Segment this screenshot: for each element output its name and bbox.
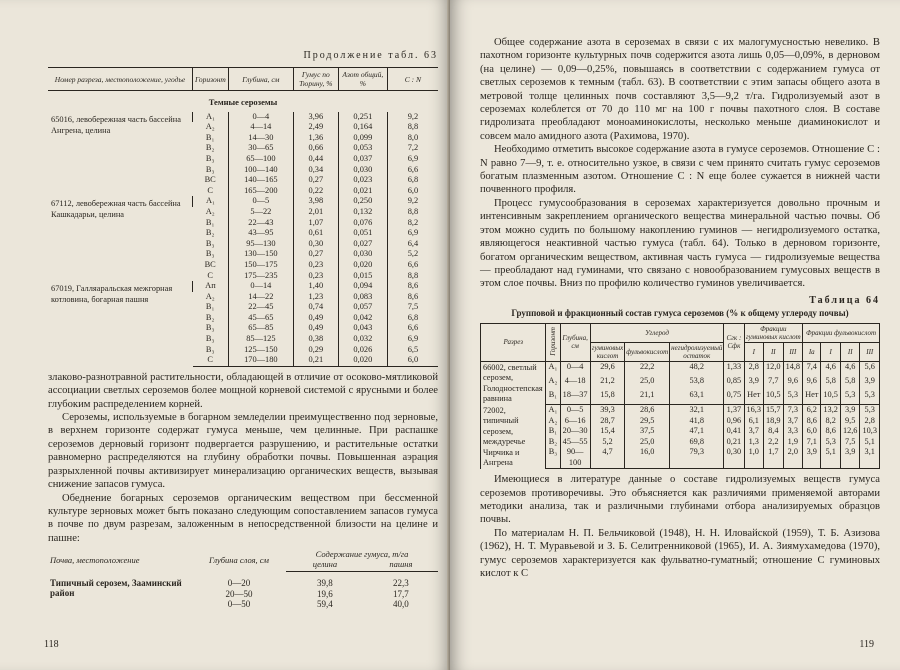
- table-cell: 2,0: [783, 447, 803, 469]
- small-cell: 39,8: [317, 578, 333, 589]
- table-cell: 8,0: [387, 133, 438, 144]
- table-cell: 6,6: [387, 260, 438, 271]
- t64-header-row-1: [481, 323, 880, 342]
- table-cell: 8,8: [387, 122, 438, 133]
- section-name: 72002, типичный серозем, междуречье Чирчика и Ангрена: [481, 405, 546, 469]
- table-cell: 0,076: [338, 218, 387, 229]
- table-cell: 0,051: [338, 228, 387, 239]
- table-cell: 0,053: [338, 143, 387, 154]
- table-cell: 14—30: [228, 133, 293, 144]
- table-cell: 0—5: [228, 196, 293, 207]
- table-cell: 41,8: [670, 416, 724, 427]
- table-cell: 165—200: [228, 186, 293, 197]
- small-cell: 0—50: [227, 599, 251, 610]
- col-header-cn: C : N: [387, 68, 438, 91]
- table-cell: 2,01: [293, 207, 338, 218]
- table-cell: C: [207, 270, 213, 280]
- col-header-depth: Глубина, см: [228, 68, 293, 91]
- table-cell: B₃: [205, 153, 215, 163]
- table-cell: 3,3: [783, 426, 803, 437]
- table-cell: 5,8: [840, 376, 860, 390]
- table-cell: 28,7: [590, 416, 625, 427]
- table-cell: B₁: [546, 390, 560, 405]
- table-cell: 3,9: [744, 376, 764, 390]
- table-cell: 0,74: [293, 302, 338, 313]
- section-title: Темные сероземы: [208, 97, 278, 107]
- table-cell: 0,020: [338, 260, 387, 271]
- table-cell: 8,8: [387, 207, 438, 218]
- table-cell: 3,98: [293, 196, 338, 207]
- small-col-arable: пашня: [364, 559, 438, 572]
- table-64-title: Групповой и фракционный состав гумуса сероземов (% к общему углероду почвы): [511, 307, 849, 318]
- table-cell: 8,6: [821, 426, 841, 437]
- table-cell: 8,6: [387, 281, 438, 292]
- table-cell: 21,1: [625, 390, 670, 405]
- table-cell: 170—180: [228, 355, 293, 366]
- table-cell: 8,6: [803, 416, 821, 427]
- table-cell: 0,30: [724, 447, 744, 469]
- t64-col-section: Разрез: [481, 323, 546, 361]
- small-table-row: [48, 572, 438, 589]
- table-cell: 90—100: [560, 447, 590, 469]
- table-cell: 3,9: [803, 447, 821, 469]
- table-cell: 28,6: [625, 405, 670, 416]
- table-header-row: [48, 68, 438, 91]
- table-cell: A₁: [546, 361, 560, 376]
- table-cell: 0,23: [293, 271, 338, 282]
- right-paragraph-2: Необходимо отметить высокое содержание азота в гумусе сероземов. Отношение C : N равно 7—9, т. е. относительно узкое, в связи с чем принято считать гумус сероземов богатым плазменным азотом. Отношение C : N еще более сужается в нижней части почвенного профиля.: [480, 144, 880, 196]
- page-number-left: 118: [44, 639, 59, 650]
- table-cell: 4,6: [840, 361, 860, 376]
- table-cell: A₂: [205, 206, 215, 216]
- table-cell: Нет: [803, 390, 821, 405]
- table-cell: 0,027: [338, 239, 387, 250]
- table-cell: 6,6: [387, 165, 438, 176]
- table-cell: 0—14: [228, 281, 293, 292]
- table-cell: 8,8: [387, 271, 438, 282]
- table-cell: 8,2: [387, 218, 438, 229]
- table-63: [48, 67, 438, 367]
- table-cell: 1,40: [293, 281, 338, 292]
- table-cell: 1,0: [744, 447, 764, 469]
- table-64: [480, 323, 880, 470]
- table-cell: 25,0: [625, 376, 670, 390]
- table-cell: 7,7: [764, 376, 784, 390]
- table-cell: 3,9: [840, 405, 860, 416]
- table-row: [48, 112, 438, 123]
- t64-col-frac-humic: Фракции гуминовых кислот: [745, 324, 801, 341]
- table-cell: 8,6: [387, 292, 438, 303]
- table-row: [481, 361, 880, 376]
- table-cell: 32,1: [670, 405, 724, 416]
- table-cell: 0,38: [293, 334, 338, 345]
- table-cell: 2,8: [744, 361, 764, 376]
- table-cell: 10,5: [764, 390, 784, 405]
- table-cell: 6,9: [387, 334, 438, 345]
- table-cell: 95—130: [228, 239, 293, 250]
- table-cell: 29,5: [625, 416, 670, 427]
- table-64-body: [481, 361, 880, 469]
- table-cell: 125—150: [228, 345, 293, 356]
- table-cell: 47,1: [670, 426, 724, 437]
- table-cell: B₃: [205, 249, 215, 259]
- table-cell: 7,1: [803, 437, 821, 448]
- table-cell: 8,4: [764, 426, 784, 437]
- table-cell: 43—95: [228, 228, 293, 239]
- table-cell: 0—4: [560, 361, 590, 376]
- table-cell: 2,49: [293, 122, 338, 133]
- table-cell: 0,29: [293, 345, 338, 356]
- table-cell: 0,042: [338, 313, 387, 324]
- small-table-header: [48, 549, 438, 559]
- table-cell: 0,96: [724, 416, 744, 427]
- table-cell: A₂: [546, 376, 560, 390]
- table-cell: 3,7: [744, 426, 764, 437]
- right-paragraph-3: Процесс гумусообразования в сероземах характеризуется довольно прочным и интенсивным закреплением органического вещества минеральной частью почвы. Об этом можно судить по большому накоплению гуминов — негидролизуемого остатка, являющегося неактивной частью гумуса (табл. 64). Только в дерновом горизонте, богатом органическим веществом, активная часть гумуса — гидролизуемые вещества — преобладают над гуминами, что связано с новообразованием гумусовых веществ в этом слое почвы. Вниз по профилю количество гуминов увеличивается.: [480, 197, 880, 290]
- table-cell: 5—22: [228, 207, 293, 218]
- t64-col-frac-fulvic: Фракции фульвокислот: [803, 323, 880, 342]
- table-cell: B₂: [205, 312, 215, 322]
- section-name: 67112, левобережная часть бассейна Кашкадарьи, целина: [51, 199, 181, 220]
- col-header-humus: Гумус по Тюрину, %: [293, 68, 338, 91]
- table-cell: 4,6: [821, 361, 841, 376]
- table-cell: 6,6: [387, 323, 438, 334]
- small-cell: 20—50: [225, 588, 253, 599]
- table-cell: 1,36: [293, 133, 338, 144]
- table-cell: 1,37: [724, 405, 744, 416]
- table-cell: 85—125: [228, 334, 293, 345]
- table-cell: 7,3: [783, 405, 803, 416]
- table-cell: 37,5: [625, 426, 670, 437]
- small-col-depth: Глубина слоя, см: [209, 555, 269, 566]
- table-cell: 0,026: [338, 345, 387, 356]
- table-cell: 30—65: [228, 143, 293, 154]
- table-cell: B₂: [205, 228, 215, 238]
- table-cell: 5,8: [821, 376, 841, 390]
- small-col-place: Почва, местоположение: [50, 555, 140, 566]
- small-cell: 19,6: [317, 588, 333, 599]
- table-cell: 45—55: [560, 437, 590, 448]
- table-cell: 100—140: [228, 165, 293, 176]
- table-cell: 9,6: [803, 376, 821, 390]
- table-cell: 5,3: [860, 390, 880, 405]
- table-cell: 4—18: [560, 376, 590, 390]
- t64-col-humic: гуминовых кислот: [591, 343, 624, 360]
- table-cell: 0,057: [338, 302, 387, 313]
- table-cell: 16,0: [625, 447, 670, 469]
- table-cell: 13,2: [821, 405, 841, 416]
- t64-col-ff-1: I: [821, 342, 841, 361]
- table-cell: 6—16: [560, 416, 590, 427]
- table-cell: 0,037: [338, 154, 387, 165]
- table-cell: 0,020: [338, 355, 387, 366]
- table-cell: B₁: [205, 217, 215, 227]
- right-page: [450, 0, 900, 670]
- table-64-caption: Таблица 64: [809, 294, 880, 306]
- table-cell: B₃: [546, 447, 560, 469]
- table-cell: 15,8: [590, 390, 625, 405]
- table-cell: 45—65: [228, 313, 293, 324]
- t64-col-nonhydr: негидролизуемый остаток: [671, 343, 723, 360]
- table-cell: 18—37: [560, 390, 590, 405]
- table-cell: B₂: [546, 437, 560, 448]
- table-cell: A₁: [193, 196, 229, 207]
- t64-col-ff-2: II: [840, 342, 860, 361]
- table-cell: 6,8: [387, 313, 438, 324]
- table-cell: 5,3: [840, 390, 860, 405]
- table-cell: 22,2: [625, 361, 670, 376]
- table-cell: 0,30: [293, 239, 338, 250]
- table-cell: B₃: [205, 323, 215, 333]
- table-cell: 69,8: [670, 437, 724, 448]
- table-cell: 0,132: [338, 207, 387, 218]
- table-cell: B₁: [546, 426, 560, 437]
- table-cell: 140—165: [228, 175, 293, 186]
- t64-col-horizon: Горизонт: [546, 323, 560, 361]
- table-cell: 2,8: [860, 416, 880, 427]
- t64-col-fh-3: III: [783, 342, 803, 361]
- table-cell: B₃: [205, 164, 215, 174]
- small-cell: 59,4: [317, 599, 333, 610]
- table-cell: 7,2: [387, 143, 438, 154]
- table-cell: 6,5: [387, 345, 438, 356]
- table-cell: 0,099: [338, 133, 387, 144]
- table-cell: 1,23: [293, 292, 338, 303]
- table-cell: 0,021: [338, 186, 387, 197]
- col-header-section: Номер разреза, местоположение, угодье: [48, 68, 193, 91]
- table-cell: BC: [204, 259, 216, 269]
- t64-col-carbon: Углерод: [590, 323, 724, 342]
- table-cell: A₂: [205, 122, 215, 132]
- table-cell: 0,21: [724, 437, 744, 448]
- table-cell: 21,2: [590, 376, 625, 390]
- t64-col-depth: Глубина, см: [560, 323, 590, 361]
- table-cell: 0,22: [293, 186, 338, 197]
- small-col-virgin: целина: [286, 559, 364, 572]
- table-cell: 0,23: [293, 260, 338, 271]
- table-cell: 65—85: [228, 323, 293, 334]
- table-cell: 5,3: [821, 437, 841, 448]
- table-cell: 6,0: [387, 186, 438, 197]
- table-cell: 1,07: [293, 218, 338, 229]
- table-cell: B₁: [205, 302, 215, 312]
- table-cell: 18,9: [764, 416, 784, 427]
- table-cell: 6,2: [803, 405, 821, 416]
- t64-col-ff-3: III: [860, 342, 880, 361]
- table-cell: A₁: [193, 112, 229, 123]
- table-63-body: [48, 91, 438, 367]
- table-cell: 7,5: [387, 302, 438, 313]
- table-cell: 0,043: [338, 323, 387, 334]
- table-cell: 3,9: [840, 447, 860, 469]
- table-row: [481, 405, 880, 416]
- table-cell: 22—45: [228, 302, 293, 313]
- col-header-horizon: Горизонт: [193, 68, 229, 91]
- table-cell: 0,34: [293, 165, 338, 176]
- table-cell: 15,7: [764, 405, 784, 416]
- section-row: [48, 91, 438, 112]
- section-name: 65016, левобережная часть бассейна Ангрена, целина: [51, 114, 181, 135]
- table-cell: 0,27: [293, 175, 338, 186]
- table-cell: 15,4: [590, 426, 625, 437]
- table-cell: 7,4: [803, 361, 821, 376]
- table-cell: 4—14: [228, 122, 293, 133]
- table-cell: 9,5: [840, 416, 860, 427]
- table-cell: 6,1: [744, 416, 764, 427]
- section-name: 67019, Галляаральская межгорная котловина, богарная пашня: [51, 284, 173, 305]
- small-col-humus: Содержание гумуса, т/га: [315, 549, 409, 560]
- table-cell: 5,2: [387, 249, 438, 260]
- table-cell: 0,023: [338, 175, 387, 186]
- table-cell: 0,030: [338, 165, 387, 176]
- table-cell: 150—175: [228, 260, 293, 271]
- table-cell: 39,3: [590, 405, 625, 416]
- small-cell: 17,7: [393, 588, 409, 599]
- table-cell: 1,7: [764, 447, 784, 469]
- table-cell: B₃: [205, 344, 215, 354]
- table-cell: 65—100: [228, 154, 293, 165]
- table-cell: 5,1: [860, 437, 880, 448]
- table-cell: 63,1: [670, 390, 724, 405]
- table-cell: 6,4: [387, 239, 438, 250]
- left-paragraph-3: Обеднение богарных сероземов органическим веществом при бессменной культуре зерновых может быть показано следующим сопоставлением запасов гумуса в почве по двум разрезам, заложенным в непосредственной близости на целине и пашне:: [48, 492, 438, 544]
- table-cell: 0,61: [293, 228, 338, 239]
- small-cell: 22,3: [393, 578, 409, 589]
- table-cell: 130—150: [228, 249, 293, 260]
- t64-col-ratio: Cгк : Cфк: [724, 323, 744, 361]
- table-cell: 0—5: [560, 405, 590, 416]
- table-cell: 3,9: [860, 376, 880, 390]
- table-cell: C: [193, 355, 229, 366]
- table-cell: 0,251: [338, 112, 387, 123]
- humus-stock-table: [48, 549, 438, 610]
- table-cell: B₃: [205, 238, 215, 248]
- table-cell: C: [207, 185, 213, 195]
- table-cell: 0,015: [338, 271, 387, 282]
- table-cell: 7,5: [840, 437, 860, 448]
- table-continuation-title: Продолжение табл. 63: [303, 50, 438, 61]
- table-cell: 6,0: [387, 355, 438, 366]
- table-cell: 12,0: [764, 361, 784, 376]
- table-cell: 8,2: [821, 416, 841, 427]
- table-cell: 0,083: [338, 292, 387, 303]
- table-cell: 0,49: [293, 313, 338, 324]
- table-cell: 1,33: [724, 361, 744, 376]
- table-cell: B₂: [205, 143, 215, 153]
- table-row: [48, 281, 438, 292]
- table-cell: 22—43: [228, 218, 293, 229]
- table-cell: 4,7: [590, 447, 625, 469]
- table-cell: 5,3: [783, 390, 803, 405]
- t64-col-fh-1: I: [744, 342, 764, 361]
- table-cell: 16,3: [744, 405, 764, 416]
- table-cell: 1,9: [783, 437, 803, 448]
- table-cell: 0,49: [293, 323, 338, 334]
- table-cell: 79,3: [670, 447, 724, 469]
- table-cell: Ап: [193, 281, 229, 292]
- t64-col-fulvic: фульвокислот: [625, 342, 670, 361]
- table-cell: 2,2: [764, 437, 784, 448]
- t64-col-fh-2: II: [764, 342, 784, 361]
- page-number-right: 119: [859, 639, 874, 650]
- table-cell: 3,7: [783, 416, 803, 427]
- right-paragraph-4: Имеющиеся в литературе данные о составе гидролизуемых веществ гумуса сероземов противоречивы. Это объясняется как различиями применяемой авторами методики анализа, так и различными глубинами отбора анализируемых образцов почвы.: [480, 474, 880, 526]
- table-cell: 0,44: [293, 154, 338, 165]
- table-cell: 0,094: [338, 281, 387, 292]
- small-cell: 0—20: [227, 577, 251, 588]
- table-cell: B₃: [205, 334, 215, 344]
- table-cell: 0,250: [338, 196, 387, 207]
- table-cell: A₂: [205, 291, 215, 301]
- table-cell: 20—30: [560, 426, 590, 437]
- table-cell: 10,3: [860, 426, 880, 437]
- table-cell: 6,9: [387, 228, 438, 239]
- table-cell: 0,21: [293, 355, 338, 366]
- table-cell: 0,032: [338, 334, 387, 345]
- table-cell: 12,6: [840, 426, 860, 437]
- right-paragraph-1: Общее содержание азота в сероземах в связи с их малогумусностью невелико. В пахотном горизонте культурных почв содержится азота лишь 0,05—0,09%, в дерновом (на целине) — 0,09—0,25%, повышаясь в соответствии с содержанием гумуса от светлых сероземов к темным (табл. 63). В соответствии с этим запасы общего азота в метровой толще целинных почв составляют 3,5—9,2 т/га. Гидролизуемый азот в сероземах колеблется от 70 до 110 мг на 100 г почвы пахотного слоя. В составе гидролизата преобладают моноаминокислоты, несколько меньше диаминокислот и совсем мало амидного азота (Рахимова, 1970).: [480, 37, 880, 142]
- small-table-place: Типичный серозем, Зааминский район: [50, 577, 182, 599]
- table-cell: 5,3: [860, 405, 880, 416]
- right-paragraph-5: По материалам Н. П. Бельчиковой (1948), Н. Н. Иловайской (1959), Т. Б. Азизова (1962), Н. Т. Муравьевой и З. Б. Селитренниковой (1965), И. А. Зиямухамедова (1970), гумус сероземов характеризуется как фульватно-гуматный; отношение C гуминовых кислот к C: [480, 527, 880, 580]
- col-header-nitrogen: Азот общий, %: [338, 68, 387, 91]
- table-cell: 48,2: [670, 361, 724, 376]
- table-cell: 0—4: [228, 112, 293, 123]
- table-cell: 9,2: [387, 112, 438, 123]
- table-cell: Нет: [744, 390, 764, 405]
- table-cell: 9,6: [783, 376, 803, 390]
- table-cell: A₁: [546, 405, 560, 416]
- table-cell: 9,2: [387, 196, 438, 207]
- table-cell: 29,6: [590, 361, 625, 376]
- table-cell: B₁: [205, 132, 215, 142]
- table-cell: 6,8: [387, 175, 438, 186]
- table-cell: 3,96: [293, 112, 338, 123]
- table-cell: 6,9: [387, 154, 438, 165]
- table-cell: 14,8: [783, 361, 803, 376]
- table-cell: 5,2: [590, 437, 625, 448]
- table-cell: 0,164: [338, 122, 387, 133]
- table-cell: 5,1: [821, 447, 841, 469]
- table-cell: 6,0: [803, 426, 821, 437]
- table-cell: 3,1: [860, 447, 880, 469]
- table-cell: A₂: [546, 416, 560, 427]
- table-row: [48, 196, 438, 207]
- table-cell: BC: [204, 175, 216, 185]
- table-cell: 175—235: [228, 271, 293, 282]
- table-cell: 14—22: [228, 292, 293, 303]
- table-cell: 1,3: [744, 437, 764, 448]
- table-cell: 0,030: [338, 249, 387, 260]
- section-name: 66002, светлый серозем, Голодностепская равнина: [481, 361, 546, 405]
- table-cell: 5,6: [860, 361, 880, 376]
- left-paragraph-2: Сероземы, используемые в богарном земледелии преимущественно под зерновые, в верхнем горизонте содержат гумуса меньше, чем целинные. При распашке сероземов дерновый горизонт подвергается разрушению, и растительные остатки равномерно распределяются на глубину обработки почвы. Повышенная аэрация разрыхленной почвы активизирует минерализацию органических веществ, вызывая снижение запасов гумуса.: [48, 412, 438, 491]
- small-cell: 40,0: [393, 599, 409, 610]
- table-cell: 0,75: [724, 390, 744, 405]
- table-cell: 53,8: [670, 376, 724, 390]
- table-cell: 10,5: [821, 390, 841, 405]
- t64-col-ff-1a: Iа: [803, 342, 821, 361]
- table-cell: 0,85: [724, 376, 744, 390]
- left-paragraph-1: злаково-разнотравной растительности, обладающей в отличие от осоково-мятликовой ассоциации светлых сероземов более мощной корневой системой с ярусными и более глубоким распределением корней.: [48, 371, 438, 410]
- table-cell: 0,41: [724, 426, 744, 437]
- table-cell: 25,0: [625, 437, 670, 448]
- table-cell: 0,27: [293, 249, 338, 260]
- table-cell: 0,66: [293, 143, 338, 154]
